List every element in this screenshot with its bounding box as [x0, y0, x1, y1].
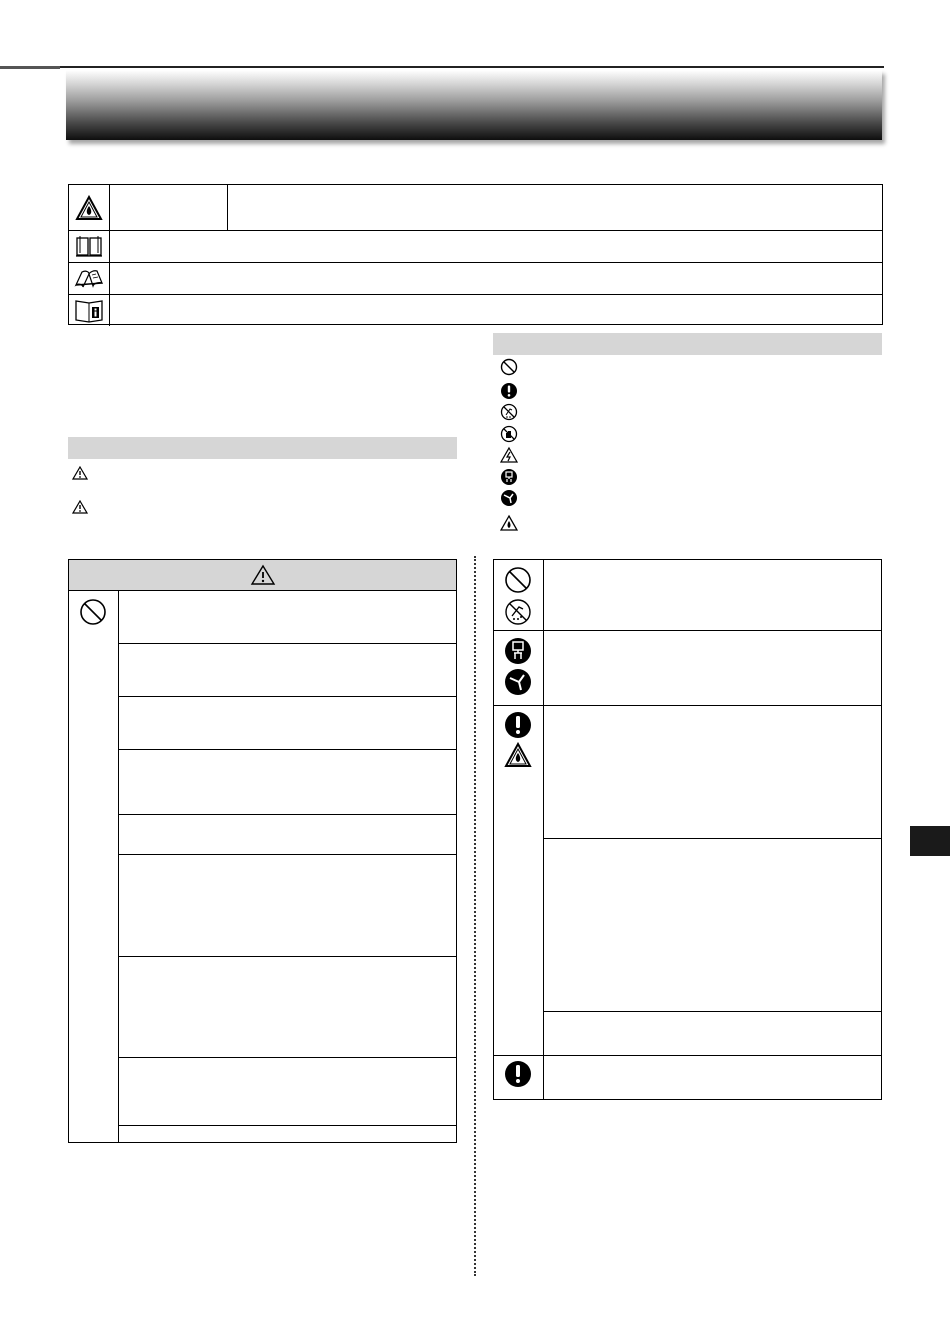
signal-words-list — [72, 466, 457, 526]
electric-shock-icon — [500, 446, 518, 464]
mandatory-action-icon — [504, 711, 532, 744]
warning-triangle-icon — [250, 564, 276, 586]
row-divider — [118, 1057, 456, 1058]
legend-mandatory — [500, 382, 526, 400]
prohibition-icon — [79, 598, 107, 631]
manual-book-icon — [69, 230, 110, 262]
no-water-icon — [504, 598, 532, 631]
symbols-row-manual — [69, 230, 882, 263]
legend-prohibition — [500, 358, 526, 376]
info-manual-icon — [69, 294, 110, 326]
row-divider — [494, 705, 881, 706]
mandatory-action-icon — [504, 1060, 532, 1093]
unplug-icon — [500, 468, 518, 486]
top-rule-accent — [0, 66, 60, 69]
prohibition-icon — [504, 566, 532, 599]
row-divider — [118, 749, 456, 750]
warning-table — [68, 559, 457, 1143]
legend-flammable — [500, 514, 526, 532]
row-divider — [494, 630, 881, 631]
right-table — [493, 559, 882, 1100]
legend-unplug — [500, 468, 526, 486]
symbols-row-open-manual — [69, 262, 882, 295]
legend-ground — [500, 489, 526, 507]
row-divider — [543, 838, 881, 839]
ground-connection-icon — [504, 668, 532, 701]
symbols-label-cell — [109, 185, 228, 230]
no-water-icon — [500, 403, 518, 421]
column-divider — [474, 556, 476, 1276]
row-divider — [118, 854, 456, 855]
unplug-icon — [504, 637, 532, 670]
row-divider — [118, 956, 456, 957]
row-divider — [118, 696, 456, 697]
signal-words-heading — [68, 437, 457, 459]
top-rule — [0, 66, 884, 68]
row-divider — [543, 1011, 881, 1012]
warning-triangle-icon — [72, 466, 88, 480]
legend-electric-shock — [500, 446, 526, 464]
row-divider — [494, 1055, 881, 1056]
ground-connection-icon — [500, 489, 518, 507]
row-divider — [118, 643, 456, 644]
symbols-row-flammable — [69, 185, 882, 231]
row-divider — [118, 1125, 456, 1126]
signal-word-caution — [72, 500, 96, 514]
signal-word-warning — [72, 466, 96, 480]
flammable-warning-icon — [69, 185, 110, 230]
mandatory-action-icon — [500, 382, 518, 400]
row-divider — [118, 814, 456, 815]
caution-triangle-icon — [72, 500, 88, 514]
legend-no-wet-hands — [500, 425, 526, 443]
legend-no-water — [500, 403, 526, 421]
symbol-legend-list — [500, 358, 880, 538]
prohibition-icon — [500, 358, 518, 376]
warning-table-header — [69, 560, 456, 591]
symbols-row-info-manual — [69, 294, 882, 326]
section-side-tab — [910, 826, 950, 856]
flammable-icon — [500, 514, 518, 532]
symbols-table — [68, 184, 883, 325]
right-table-column-line — [543, 560, 544, 1099]
no-wet-hands-icon — [500, 425, 518, 443]
flammable-icon — [504, 742, 532, 773]
open-manual-icon — [69, 262, 110, 294]
intro-paragraph — [68, 340, 458, 430]
warning-table-column-line — [118, 591, 119, 1142]
header-band — [66, 70, 882, 140]
symbol-legend-heading — [493, 333, 882, 355]
